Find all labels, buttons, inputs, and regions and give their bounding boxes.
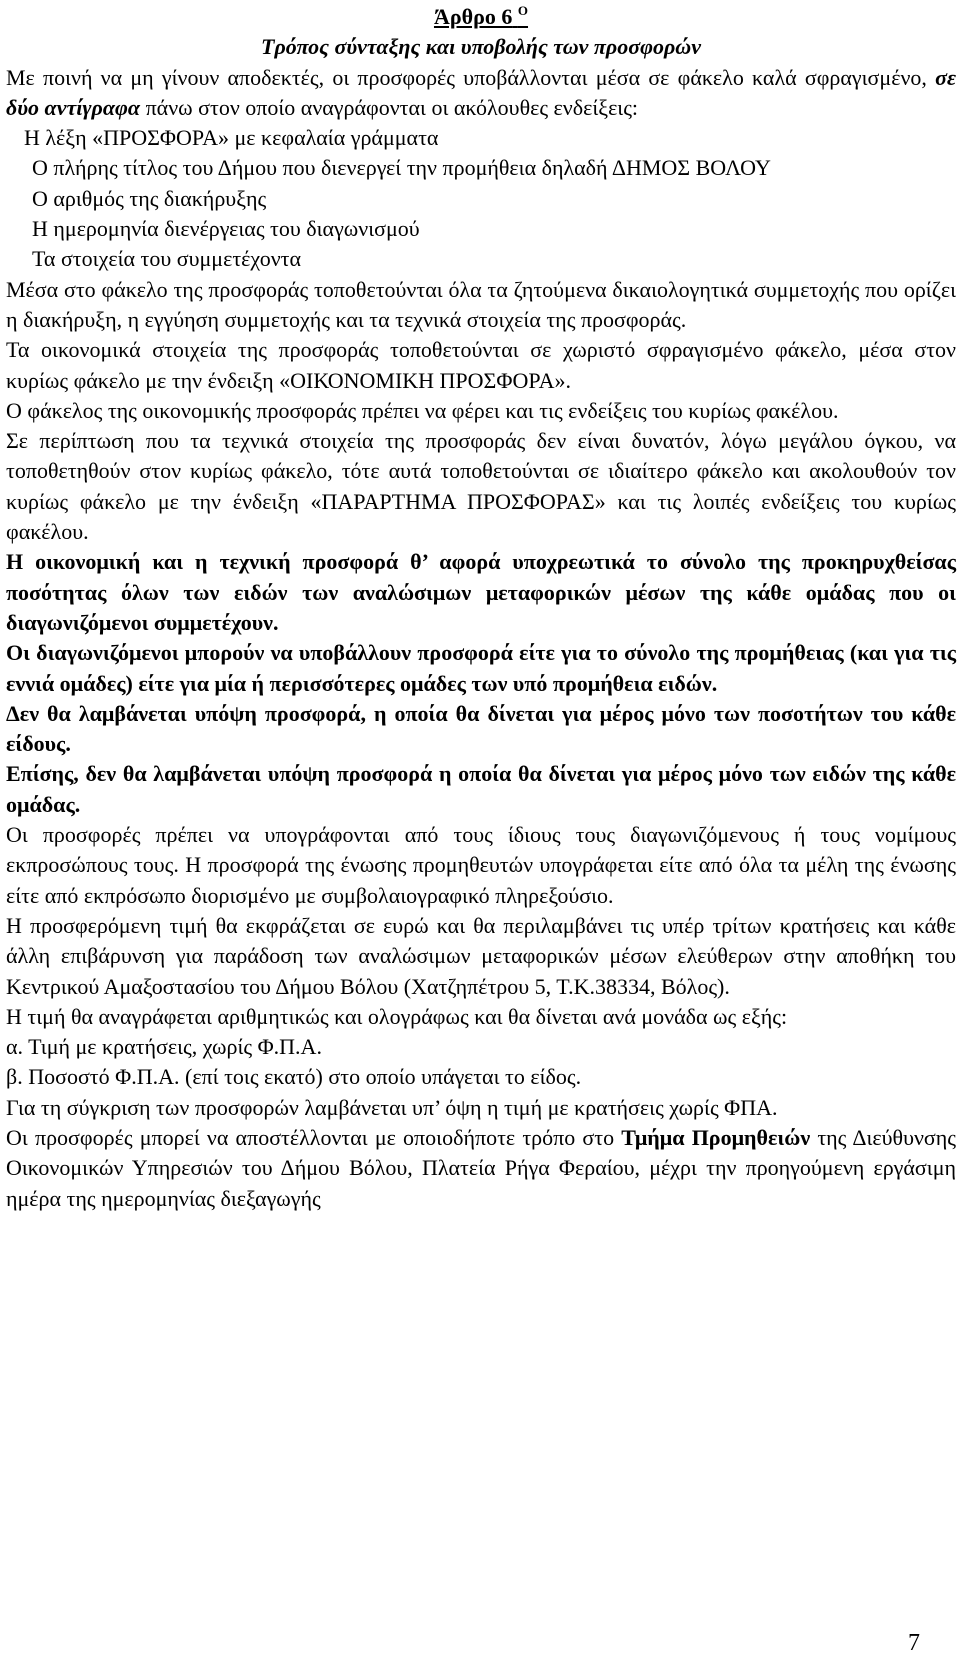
article-heading-superscript: Ο [517,3,529,18]
envelope-item: Η λέξη «ΠΡΟΣΦΟΡΑ» με κεφαλαία γράμματα [24,125,439,151]
delivery-paragraph [6,1123,956,1214]
signatures-paragraph: Οι προσφορές πρέπει να υπογράφονται από τους ίδιους τους διαγωνιζόμενους ή τους νομίμους εκπροσώπους τους. Η προσφορά της ένωσης προμηθευτών υπογράφεται είτε από όλα τα μέλη της ένωσης είτε από εκπρόσωπο διορισμένο με συμβολαιογραφικό πληρεξούσιο. [6,822,956,908]
intro-text-end: πάνω στον οποίο αναγράφονται οι ακόλουθες ενδείξεις: [140,94,639,120]
financial-envelope-paragraph: Ο φάκελος της οικονομικής προσφοράς πρέπει να φέρει και τις ενδείξεις του κυρίως φακέλου. [6,397,839,423]
price-format-paragraph: Η τιμή θα αναγράφεται αριθμητικώς και ολογράφως και θα δίνεται ανά μονάδα ως εξής: [6,1003,788,1029]
intro-emphasis: σε δύο αντίγραφα [6,64,956,120]
document-body [6,2,956,1214]
total-requirement-paragraph: Η οικονομική και η τεχνική προσφορά θ’ αφορά υποχρεωτικά το σύνολο της προκηρυχθείσας ποσότητας όλων των ειδών των αναλώσιμων μεταφορικών μέσων της κάθε ομάδας που οι διαγωνιζόμενοι συμμετέχουν. [6,549,956,635]
price-item-b: β. Ποσοστό Φ.Π.Α. (επί τοις εκατό) στο οποίο υπάγεται το είδος. [6,1064,582,1090]
financial-paragraph: Τα οικονομικά στοιχεία της προσφοράς τοποθετούνται σε χωριστό σφραγισμένο φάκελο, μέσα στον κυρίως φάκελο με την ένδειξη «ΟΙΚΟΝΟΜΙΚΗ ΠΡΟΣΦΟΡΑ». [6,337,956,393]
article-title: Τρόπος σύνταξης και υποβολής των προσφορών [261,34,701,60]
groups-paragraph: Οι διαγωνιζόμενοι μπορούν να υποβάλλουν προσφορά είτε για το σύνολο της προμήθειας (και για τις εννιά ομάδες) είτε για μία ή περισσότερες ομάδες των υπό προμήθεια ειδών. [6,640,956,696]
intro-paragraph [6,63,956,124]
envelope-item: Ο πλήρης τίτλος του Δήμου που διενεργεί την προμήθεια δηλαδή ΔΗΜΟΣ ΒΟΛΟΥ [32,155,771,181]
envelope-item: Η ημερομηνία διενέργειας του διαγωνισμού [32,216,420,242]
delivery-text-end: της Διεύθυνσης Οικονομικών Υπηρεσιών του Δήμου Βόλου, Πλατεία Ρήγα Φεραίου, μέχρι την προηγούμενη εργάσιμη ημέρα της ημερομηνίας διεξαγωγής [6,1124,957,1211]
envelope-item: Τα στοιχεία του συμμετέχοντα [32,246,302,272]
envelope-item: Ο αριθμός της διακήρυξης [32,185,267,211]
page-number: 7 [908,1630,920,1656]
partial-items-paragraph: Επίσης, δεν θα λαμβάνεται υπόψη προσφορά η οποία θα δίνεται για μέρος μόνο των ειδών της κάθε ομάδας. [6,761,956,817]
delivery-text: Οι προσφορές μπορεί να αποστέλλονται με οποιοδήποτε τρόπο στο [6,1124,622,1150]
article-heading [6,2,956,32]
comparison-paragraph: Για τη σύγκριση των προσφορών λαμβάνεται υπ’ όψη η τιμή με κρατήσεις χωρίς ΦΠΑ. [6,1094,778,1120]
price-item-a: α. Τιμή με κρατήσεις, χωρίς Φ.Π.Α. [6,1034,322,1060]
documents-paragraph: Μέσα στο φάκελο της προσφοράς τοποθετούνται όλα τα ζητούμενα δικαιολογητικά συμμετοχής που ορίζει η διακήρυξη, η εγγύηση συμμετοχής και τα τεχνικά στοιχεία της προσφοράς. [6,276,956,332]
article-heading-text: Άρθρο 6 [433,4,513,29]
partial-quantity-paragraph: Δεν θα λαμβάνεται υπόψη προσφορά, η οποία θα δίνεται για μέρος μόνο των ποσοτήτων του κάθε είδους. [6,700,956,757]
price-paragraph: Η προσφερόμενη τιμή θα εκφράζεται σε ευρώ και θα περιλαμβάνει τις υπέρ τρίτων κρατήσεις και κάθε άλλη επιβάρυνση για παράδοση των αναλώσιμων μεταφορικών μέσων ελεύθερων στην αποθήκη του Κεντρικού Αμαξοστασίου του Δήμου Βόλου (Χατζηπέτρου 5, Τ.Κ.38334, Βόλος). [6,912,956,999]
annex-paragraph: Σε περίπτωση που τα τεχνικά στοιχεία της προσφοράς δεν είναι δυνατόν, λόγω μεγάλου όγκου, να τοποθετηθούν στον κυρίως φάκελο, τότε αυτά τοποθετούνται σε ιδιαίτερο φάκελο και ακολουθούν τον κυρίως φάκελο με την ένδειξη «ΠΑΡΑΡΤΗΜΑ ΠΡΟΣΦΟΡΑΣ» και τις λοιπές ενδείξεις του κυρίως φακέλου. [6,428,956,545]
delivery-department: Τμήμα Προμηθειών [621,1124,811,1150]
intro-text: Με ποινή να μη γίνουν αποδεκτές, οι προσφορές υποβάλλονται μέσα σε φάκελο καλά σφραγισμένο, [6,64,936,90]
